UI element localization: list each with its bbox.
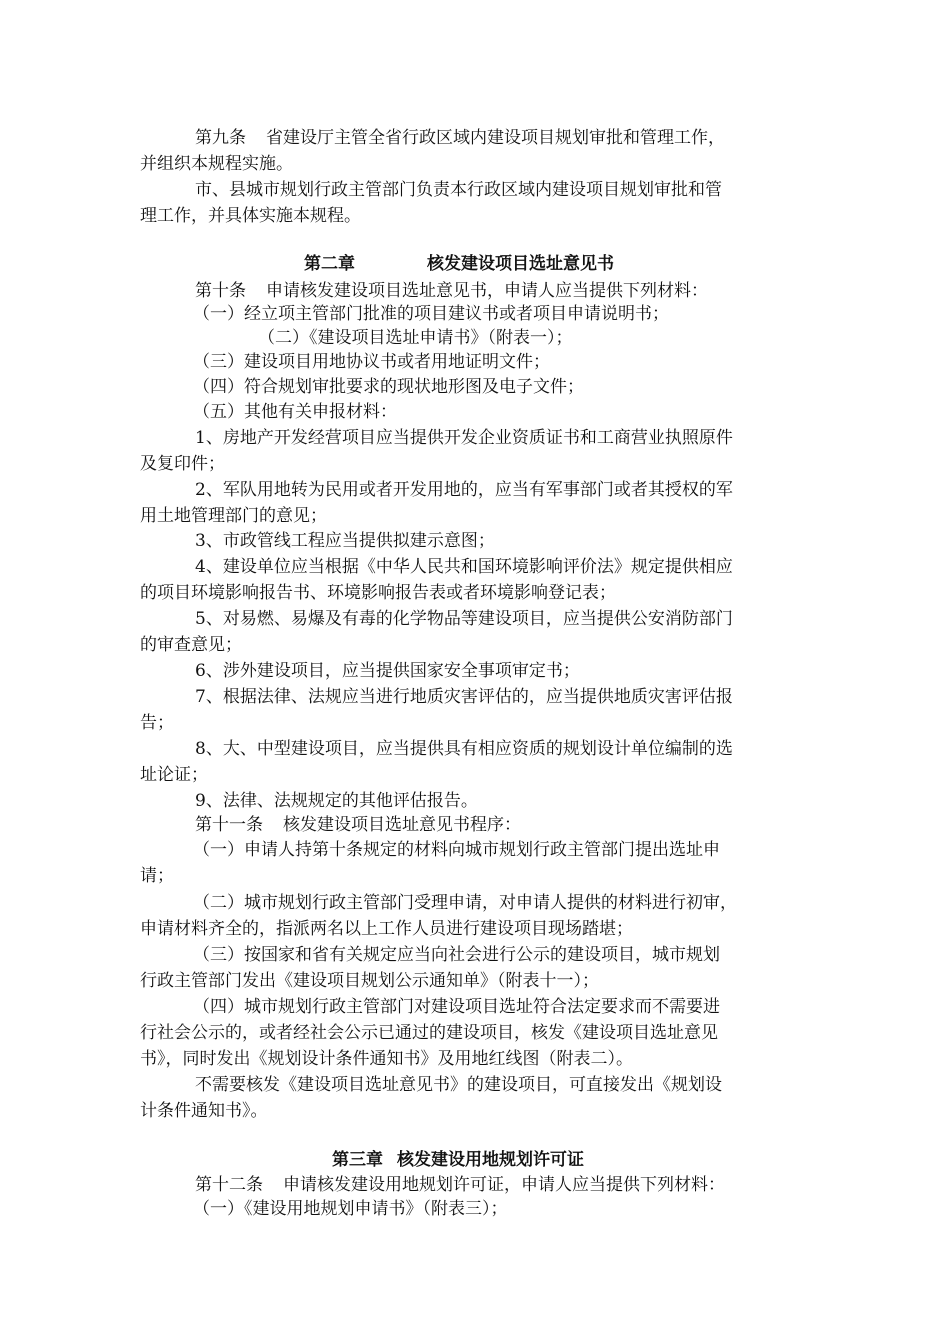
article-10-sub-2-line-2: 用土地管理部门的意见；: [140, 506, 327, 526]
article-11-step-3-line-2: 行政主管部门发出《建设项目规划公示通知单》（附表十一）；: [140, 971, 599, 991]
article-10-sub-5-line-2: 的审查意见；: [140, 635, 242, 655]
article-11-step-1-line-1: （一）申请人持第十条规定的材料向城市规划行政主管部门提出选址申: [193, 840, 720, 860]
article-11-step-4-line-1: （四）城市规划行政主管部门对建设项目选址符合法定要求而不需要进: [193, 997, 720, 1017]
article-11-step-2-line-2: 申请材料齐全的，指派两名以上工作人员进行建设项目现场踏堪；: [140, 919, 633, 939]
article-11-step-4-line-3: 书》，同时发出《规划设计条件通知书》及用地红线图（附表二）。: [140, 1049, 633, 1069]
chapter-3-heading: 第三章 核发建设用地规划许可证: [332, 1150, 584, 1170]
article-10-sub-7-line-1: 7、根据法律、法规应当进行地质灾害评估的，应当提供地质灾害评估报: [195, 687, 733, 707]
article-10-sub-5-line-1: 5、对易燃、易爆及有毒的化学物品等建设项目，应当提供公安消防部门: [195, 609, 733, 629]
article-10-item-2: （二）《建设项目选址申请书》（附表一）；: [258, 328, 573, 348]
article-10-sub-9: 9、法律、法规规定的其他评估报告。: [195, 791, 478, 811]
article-9-para-2-line-1: 市、县城市规划行政主管部门负责本行政区域内建设项目规划审批和管: [195, 180, 722, 200]
article-10-sub-8-line-2: 址论证；: [140, 765, 208, 785]
article-11-step-2-line-1: （二）城市规划行政主管部门受理申请，对申请人提供的材料进行初审，: [193, 893, 737, 913]
article-10-item-1: （一）经立项主管部门批准的项目建议书或者项目申请说明书；: [193, 304, 669, 324]
article-9-line-1: 第九条 省建设厅主管全省行政区域内建设项目规划审批和管理工作，: [195, 128, 725, 148]
article-11-label: 第十一条: [195, 815, 263, 835]
chapter-2-heading: 第二章 核发建设项目选址意见书: [304, 254, 614, 274]
article-9-para-2-line-2: 理工作，并具体实施本规程。: [140, 206, 361, 226]
article-10-sub-4-line-1: 4、建设单位应当根据《中华人民共和国环境影响评价法》规定提供相应: [195, 557, 733, 577]
article-12-intro: 第十二条 申请核发建设用地规划许可证，申请人应当提供下列材料：: [195, 1175, 725, 1195]
article-10-sub-8-line-1: 8、大、中型建设项目，应当提供具有相应资质的规划设计单位编制的选: [195, 739, 733, 759]
article-11-note-line-2: 计条件通知书》。: [140, 1101, 268, 1121]
article-10-sub-6: 6、涉外建设项目，应当提供国家安全事项审定书；: [195, 661, 580, 681]
article-10-sub-7-line-2: 告；: [140, 713, 174, 733]
article-11-note-line-1: 不需要核发《建设项目选址意见书》的建设项目，可直接发出《规划设: [195, 1075, 722, 1095]
article-10-intro: 第十条 申请核发建设项目选址意见书，申请人应当提供下列材料：: [195, 281, 708, 301]
article-10-sub-2-line-1: 2、军队用地转为民用或者开发用地的，应当有军事部门或者其授权的军: [195, 480, 733, 500]
article-10-item-5: （五）其他有关申报材料：: [193, 402, 397, 422]
article-11-intro: 第十一条 核发建设项目选址意见书程序：: [195, 815, 521, 835]
article-12-label: 第十二条: [195, 1175, 263, 1195]
article-10-label: 第十条: [195, 281, 246, 301]
article-10-sub-1-line-1: 1、房地产开发经营项目应当提供开发企业资质证书和工商营业执照原件: [195, 428, 733, 448]
article-11-step-3-line-1: （三）按国家和省有关规定应当向社会进行公示的建设项目，城市规划: [193, 945, 720, 965]
article-10-sub-1-line-2: 及复印件；: [140, 454, 225, 474]
article-11-step-1-line-2: 请；: [140, 866, 174, 886]
article-10-sub-4-line-2: 的项目环境影响报告书、环境影响报告表或者环境影响登记表；: [140, 583, 616, 603]
article-11-step-4-line-2: 行社会公示的，或者经社会公示已通过的建设项目，核发《建设项目选址意见: [140, 1023, 718, 1043]
article-12-item-1: （一）《建设用地规划申请书》（附表三）；: [193, 1199, 508, 1219]
article-10-item-4: （四）符合规划审批要求的现状地形图及电子文件；: [193, 377, 584, 397]
article-10-item-3: （三）建设项目用地协议书或者用地证明文件；: [193, 352, 550, 372]
article-9-label: 第九条: [195, 128, 246, 148]
article-10-sub-3: 3、市政管线工程应当提供拟建示意图；: [195, 531, 495, 551]
article-9-line-2: 并组织本规程实施。: [140, 154, 293, 174]
